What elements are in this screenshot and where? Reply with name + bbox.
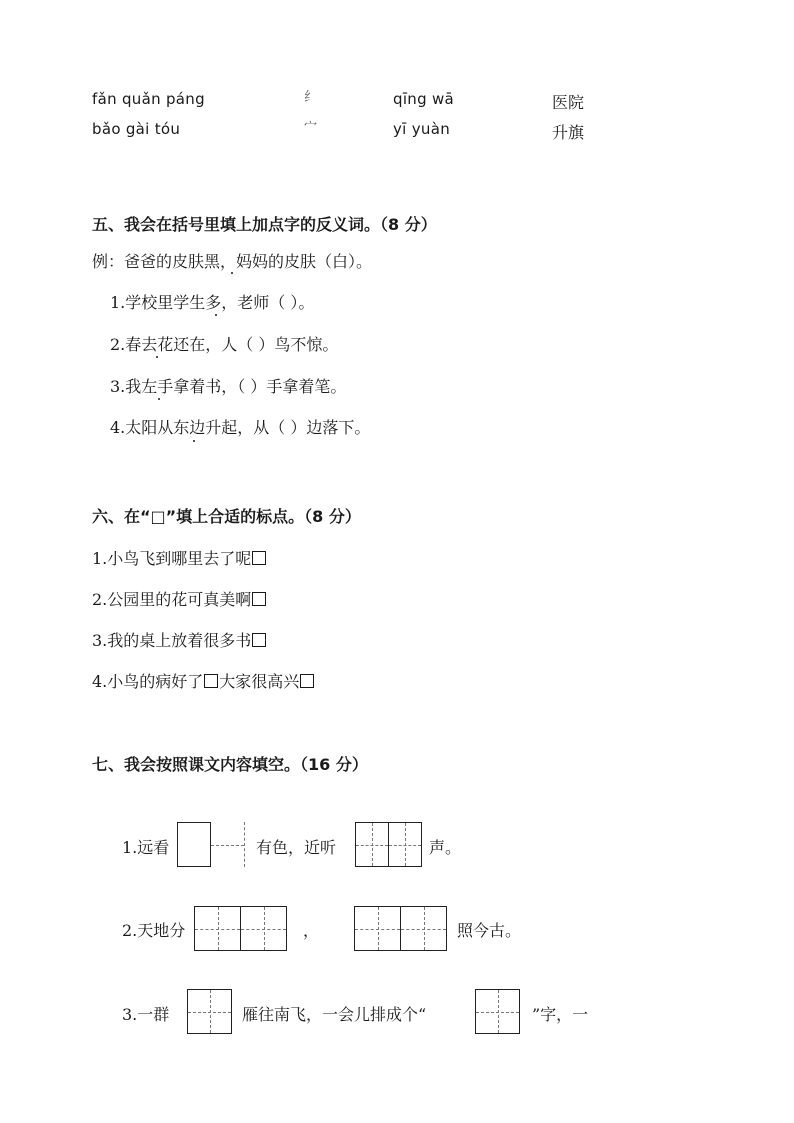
answer-box[interactable] <box>177 822 211 867</box>
pinyin-row2-b: yī yuàn <box>393 120 450 138</box>
section7-title: 七、我会按照课文内容填空。（16 分） <box>92 755 368 774</box>
pinyin-row1-word: 医院 <box>552 93 585 112</box>
section5-example: 例：爸爸的皮肤黑，妈妈的皮肤（白）。 <box>92 252 373 271</box>
pinyin-row2-radical: 宀 <box>304 120 318 135</box>
section5-item-2: 2.春去花还在，人（ ）鸟不惊。 <box>110 335 339 354</box>
section6-item-3-text: 3.我的桌上放着很多书 <box>92 631 252 650</box>
emphasis-dot <box>156 356 158 358</box>
pinyin-row1-a: fǎn quǎn páng <box>92 90 205 108</box>
punctuation-box[interactable] <box>252 633 266 647</box>
pinyin-row1-b: qīng wā <box>393 90 455 108</box>
section7-line2-c: 照今古。 <box>457 921 522 940</box>
section5-item-3: 3.我左手拿着书，（ ）手拿着笔。 <box>110 377 347 396</box>
section6-item-3 <box>92 628 267 651</box>
writing-grid-box[interactable] <box>475 989 520 1034</box>
section6-item-2 <box>92 587 267 610</box>
section5-item-1: 1.学校里学生多，老师（ ）。 <box>110 293 315 312</box>
punctuation-box[interactable] <box>252 551 266 565</box>
pinyin-row2-word: 升旗 <box>552 123 585 142</box>
writing-grid-box[interactable] <box>400 906 447 951</box>
section5-title: 五、我会在括号里填上加点字的反义词。（8 分） <box>92 215 437 234</box>
emphasis-dot <box>193 440 195 442</box>
writing-grid-box[interactable] <box>354 906 401 951</box>
section6-title: 六、在“□”填上合适的标点。（8 分） <box>92 507 361 526</box>
section7-line2-b: ， <box>303 921 320 940</box>
section7-line1-b: 有色，近听 <box>256 838 337 857</box>
punctuation-box[interactable] <box>252 592 266 606</box>
writing-grid-box[interactable] <box>240 906 287 951</box>
section7-line3-a: 3.一群 <box>122 1005 170 1024</box>
section7-line3-c: ”字，一 <box>532 1005 589 1024</box>
emphasis-dot <box>215 314 217 316</box>
section6-item-1 <box>92 546 267 569</box>
writing-grid-box[interactable] <box>355 822 389 867</box>
pinyin-row2-a: bǎo gài tóu <box>92 120 181 138</box>
section6-item-4-text-b: 大家很高兴 <box>219 672 300 691</box>
pinyin-row1-radical: 纟 <box>304 90 318 105</box>
section7-line2-a: 2.天地分 <box>122 921 186 940</box>
guide-line <box>211 845 244 846</box>
punctuation-box[interactable] <box>204 674 218 688</box>
section6-item-1-text: 1.小鸟飞到哪里去了呢 <box>92 549 252 568</box>
writing-grid-box[interactable] <box>388 822 422 867</box>
punctuation-box[interactable] <box>300 674 314 688</box>
section6-item-2-text: 2.公园里的花可真美啊 <box>92 590 252 609</box>
emphasis-dot <box>231 272 233 274</box>
writing-grid-box[interactable] <box>194 906 241 951</box>
writing-grid-box[interactable] <box>187 989 232 1034</box>
section7-line1-c: 声。 <box>429 838 462 857</box>
section6-item-4 <box>92 669 315 692</box>
section5-item-4: 4.太阳从东边升起，从（ ）边落下。 <box>110 418 371 437</box>
guide-line <box>244 822 245 867</box>
section7-line3-b: 雁往南飞，一会儿排成个“ <box>242 1005 427 1024</box>
emphasis-dot <box>158 398 160 400</box>
section6-item-4-text-a: 4.小鸟的病好了 <box>92 672 204 691</box>
section7-line1-a: 1.远看 <box>122 838 170 857</box>
